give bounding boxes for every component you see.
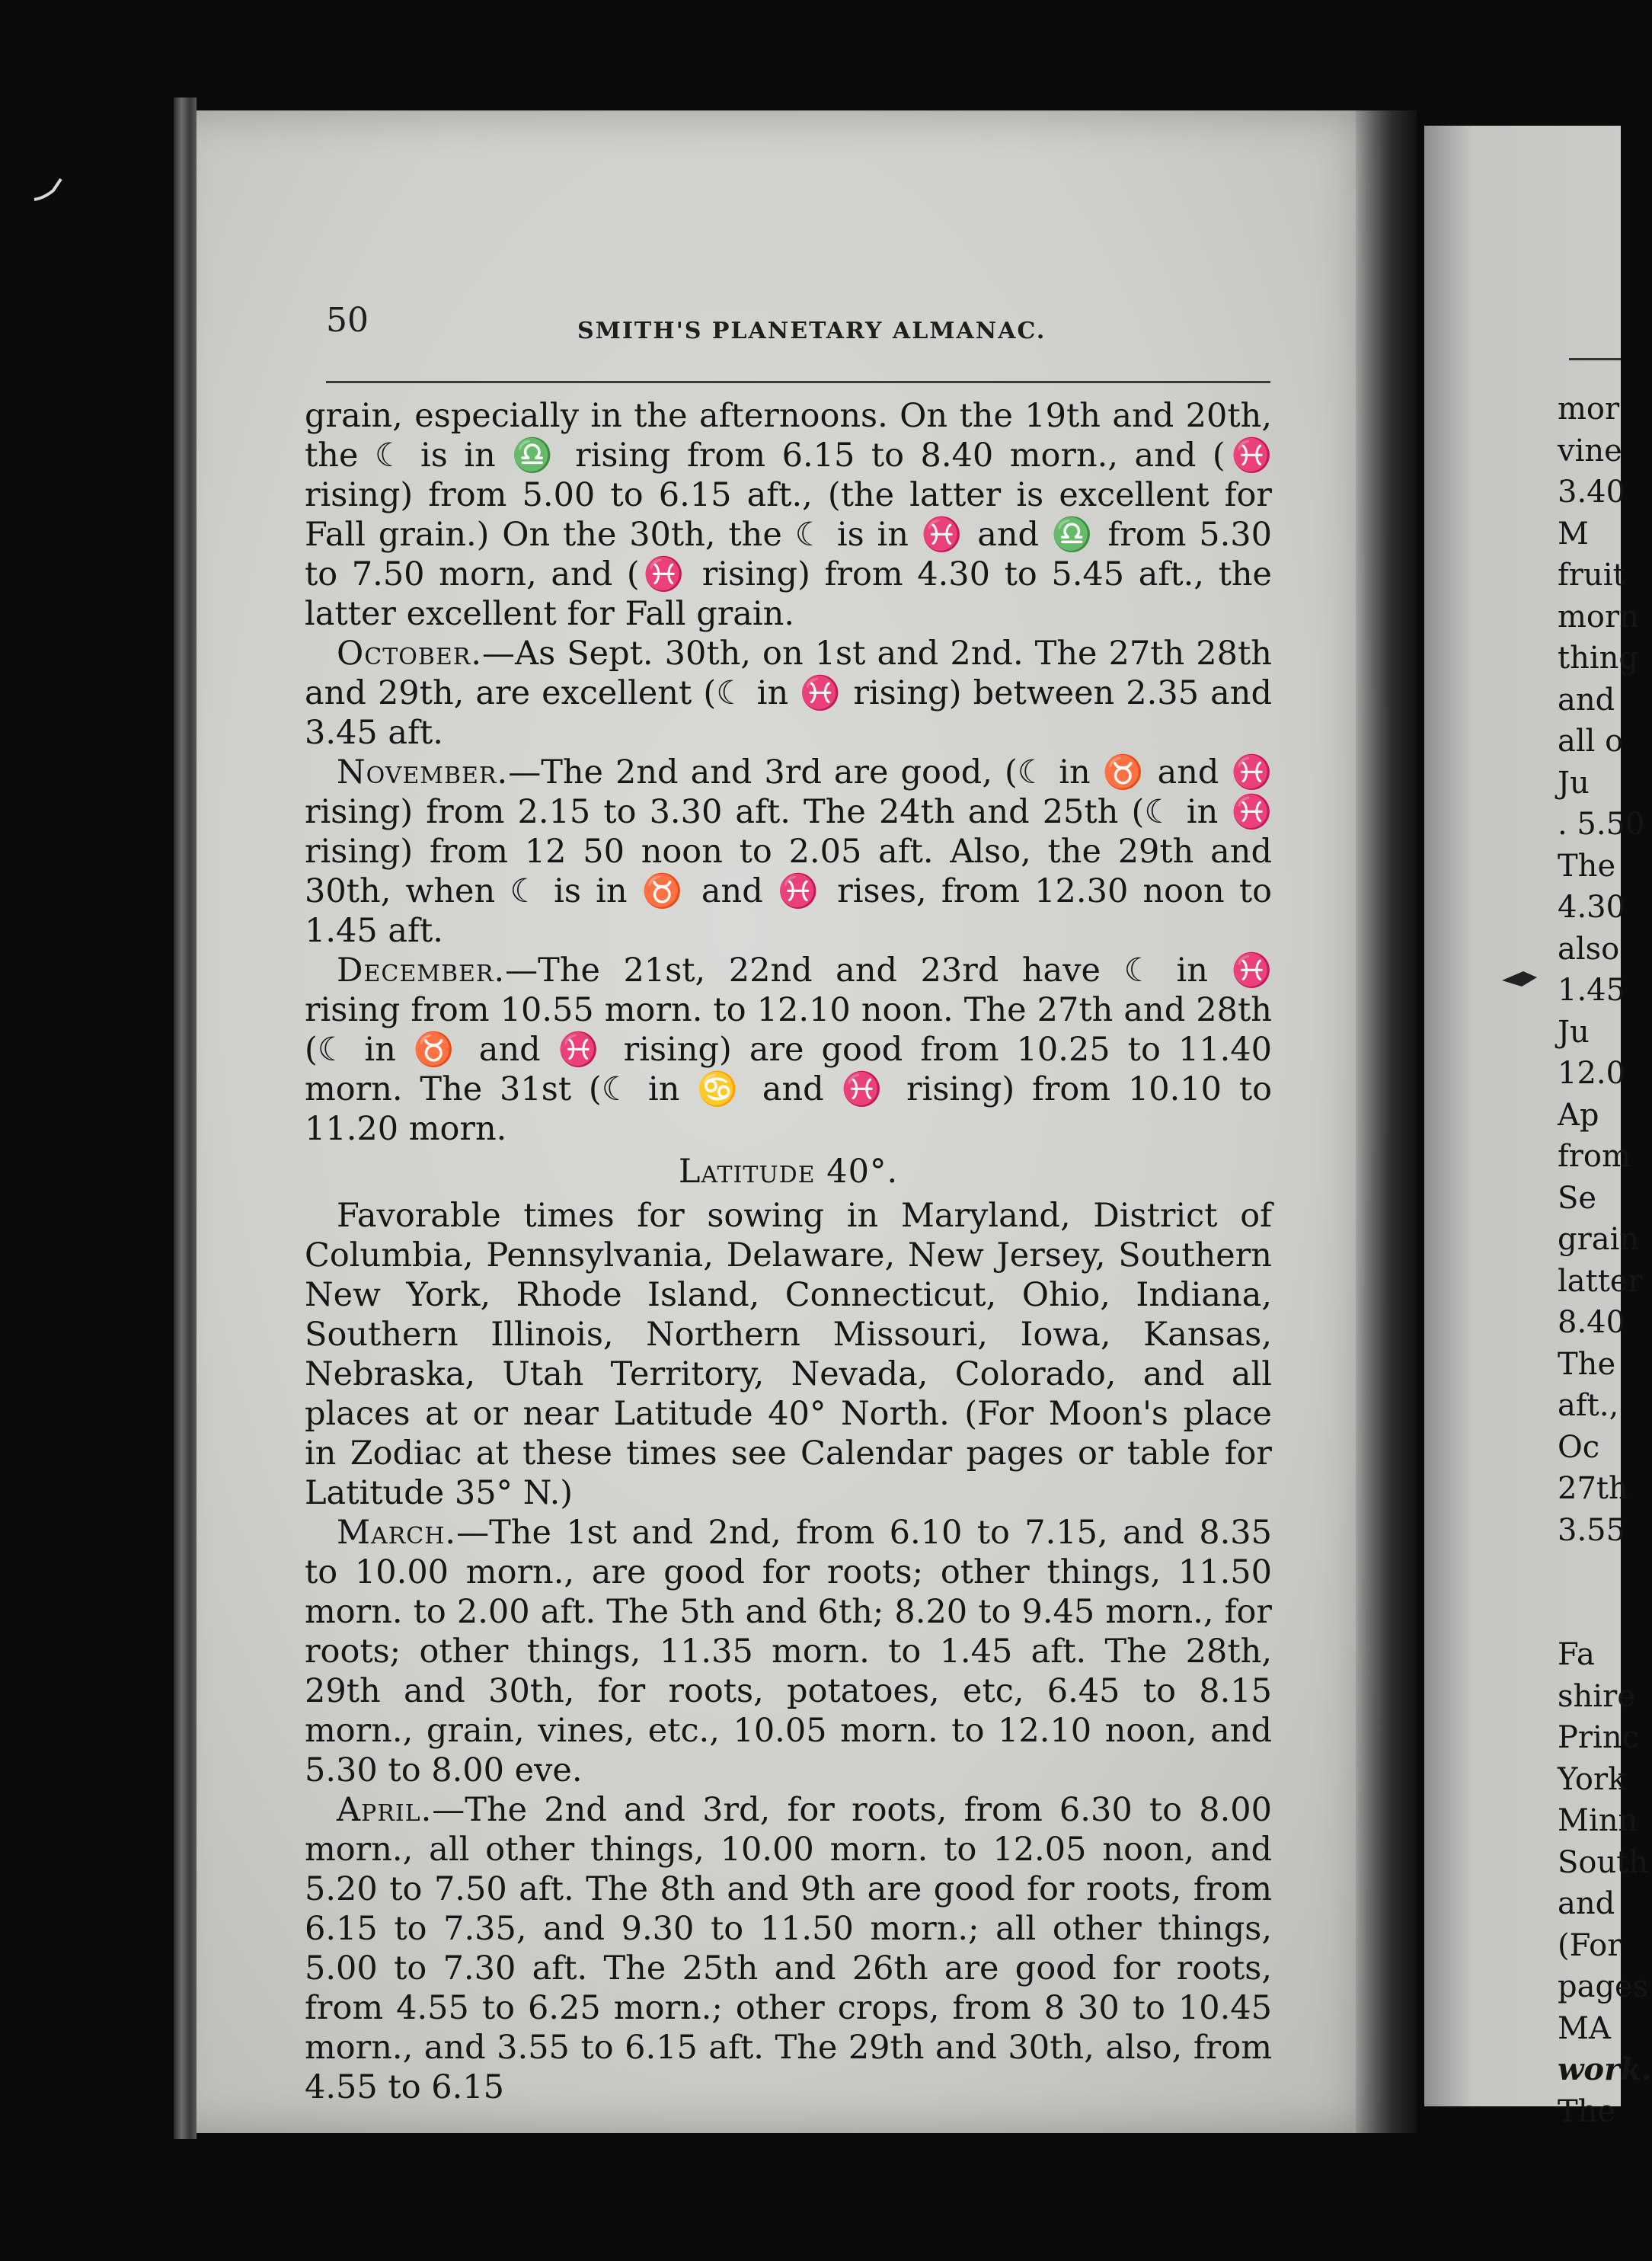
paragraph-continuation: grain, especially in the afternoons. On the 19th and 20th, the ☾ is in ♎ rising from 6.15 to 8.40 morn., and (♓ rising) from 5.00 to 6.15 aft., (the latter is excellent for Fall grain.) On the 30th, the ☾ is in ♓ and ♎ from 5.30 to 7.50 morn, and (♓ rising) from 4.30 to 5.45 aft., the latter excellent for Fall grain. bbox=[305, 397, 1272, 633]
month-lead: November. bbox=[337, 753, 509, 792]
running-title: SMITH'S PLANETARY ALMANAC. bbox=[577, 318, 1046, 344]
facing-page-line: The bbox=[1558, 1346, 1616, 1382]
arrow-pointer-icon bbox=[1500, 964, 1539, 994]
facing-page-line: M bbox=[1558, 516, 1589, 552]
facing-page-line: Oc bbox=[1558, 1429, 1600, 1465]
facing-page-line: and bbox=[1558, 1886, 1615, 1921]
paragraph-march bbox=[305, 1513, 1272, 1790]
facing-page-line: thing bbox=[1558, 641, 1638, 676]
facing-page-line: fruit bbox=[1558, 558, 1625, 593]
facing-page-line: . 5.50 bbox=[1558, 807, 1645, 842]
facing-page-line: and bbox=[1558, 682, 1615, 718]
body-text bbox=[305, 396, 1272, 2107]
paragraph-text: —As Sept. 30th, on 1st and 2nd. The 27th 28th and 29th, are excellent (☾ in ♓ rising) between 2.35 and 3.45 aft. bbox=[305, 635, 1272, 752]
paragraph-text: —The 21st, 22nd and 23rd have ☾ in ♓ rising from 10.55 morn. to 12.10 noon. The 27th and 28th (☾ in ♉ and ♓ rising) are good from 10.25 to 11.40 morn. The 31st (☾ in ♋ and ♓ rising) from 10.10 to 11.20 morn. bbox=[305, 951, 1272, 1148]
page-edge-stack bbox=[174, 98, 197, 2139]
facing-page-line: Ju bbox=[1558, 1014, 1590, 1050]
facing-page-line: 8.40 bbox=[1558, 1305, 1626, 1340]
paragraph-text: Favorable times for sowing in Maryland, District of Columbia, Pennsylvania, Delaware, New Jersey, Southern New York, Rhode Island, Connecticut, Ohio, Indiana, Southern Illinois, Northern Missouri, Iowa, Kansas, Nebraska, Utah Territory, Nevada, Colorado, and all places at or near Latitude 40° North. (For Moon's place in Zodiac at these times see Calendar pages or table for Latitude 35° N.) bbox=[305, 1197, 1272, 1512]
facing-page-line: Minn bbox=[1558, 1803, 1638, 1838]
paragraph-april bbox=[305, 1790, 1272, 2107]
facing-page-line: Ju bbox=[1558, 765, 1590, 801]
running-head bbox=[326, 301, 1278, 347]
paragraph-november bbox=[305, 753, 1272, 951]
facing-page-line: morn bbox=[1558, 599, 1639, 635]
facing-page-line: Fa bbox=[1558, 1637, 1595, 1672]
facing-page-line bbox=[1558, 1551, 1621, 1593]
facing-page-line: 12.0 bbox=[1558, 1056, 1626, 1091]
paragraph-december bbox=[305, 951, 1272, 1149]
facing-page-line: 1.45 bbox=[1558, 973, 1626, 1008]
facing-page-line bbox=[1558, 1593, 1621, 1635]
month-lead: April. bbox=[337, 1791, 433, 1829]
facing-page-line: pages bbox=[1558, 1969, 1649, 2004]
facing-page-line: grain bbox=[1558, 1222, 1640, 1257]
facing-page-line: (For bbox=[1558, 1927, 1622, 1963]
facing-page-line: aft., bbox=[1558, 1388, 1619, 1423]
facing-page-line: also bbox=[1558, 931, 1620, 967]
month-lead: October. bbox=[337, 635, 483, 673]
pencil-tick-mark bbox=[30, 175, 69, 206]
facing-page-line: work. bbox=[1558, 2052, 1652, 2087]
paragraph-october bbox=[305, 634, 1272, 753]
paragraph-text: —The 2nd and 3rd are good, (☾ in ♉ and ♓ rising) from 2.15 to 3.30 aft. The 24th and 25th (☾ in ♓ rising) from 12 50 noon to 2.05 aft. Also, the 29th and 30th, when ☾ is in ♉ and ♓ rises, from 12.30 noon to 1.45 aft. bbox=[305, 753, 1272, 950]
facing-page-line: all o bbox=[1558, 724, 1624, 759]
section-heading: Latitude 40°. bbox=[678, 1153, 899, 1191]
facing-page-line: from bbox=[1558, 1139, 1631, 1174]
facing-page-text bbox=[1558, 389, 1652, 2132]
month-lead: December. bbox=[337, 951, 506, 990]
facing-page-line: vine bbox=[1558, 433, 1622, 469]
facing-page-line: Ap bbox=[1558, 1097, 1599, 1133]
facing-page-line: 4.30 bbox=[1558, 890, 1626, 925]
facing-page-line: shire bbox=[1558, 1678, 1635, 1714]
facing-page-line: 27th bbox=[1558, 1471, 1628, 1506]
book-gutter bbox=[1356, 110, 1417, 2133]
header-rule bbox=[326, 381, 1270, 383]
facing-page-line: 3.40 bbox=[1558, 475, 1626, 510]
paragraph-text: —The 1st and 2nd, from 6.10 to 7.15, and 8.35 to 10.00 morn., are good for roots; other things, 11.50 morn. to 2.00 aft. The 5th and 6th; 8.20 to 9.45 morn., for roots; other things, 11.35 morn. to 1.45 aft. The 28th, 29th and 30th, for roots, potatoes, etc, 6.45 to 8.15 morn., grain, vines, etc., 10.05 morn. to 12.10 noon, and 5.30 to 8.00 eve. bbox=[305, 1514, 1272, 1789]
facing-page-line: Se bbox=[1558, 1180, 1597, 1216]
paragraph-latitude-intro bbox=[305, 1196, 1272, 1513]
facing-page-line: 3.55 bbox=[1558, 1512, 1626, 1548]
facing-page-line: South bbox=[1558, 1844, 1649, 1880]
month-lead: March. bbox=[337, 1514, 457, 1552]
facing-page-rule bbox=[1569, 358, 1621, 360]
facing-page-line: latter bbox=[1558, 1263, 1643, 1299]
facing-page-line: MA bbox=[1558, 2010, 1611, 2046]
page-number: 50 bbox=[326, 301, 369, 340]
facing-page-line: York bbox=[1558, 1761, 1627, 1797]
facing-page-line: mor bbox=[1558, 392, 1620, 427]
facing-page-line: The bbox=[1558, 2093, 1616, 2129]
facing-page-line: Princ bbox=[1558, 1720, 1639, 1755]
facing-page-line: The bbox=[1558, 848, 1616, 884]
paragraph-text: —The 2nd and 3rd, for roots, from 6.30 to 8.00 morn., all other things, 10.00 morn. to 12.05 noon, and 5.20 to 7.50 aft. The 8th and 9th are good for roots, from 6.15 to 7.35, and 9.30 to 11.50 morn.; all other things, 5.00 to 7.30 aft. The 25th and 26th are good for roots, from 4.55 to 6.25 morn.; other crops, from 8 30 to 10.45 morn., and 3.55 to 6.15 aft. The 29th and 30th, also, from 4.55 to 6.15 bbox=[305, 1791, 1272, 2106]
